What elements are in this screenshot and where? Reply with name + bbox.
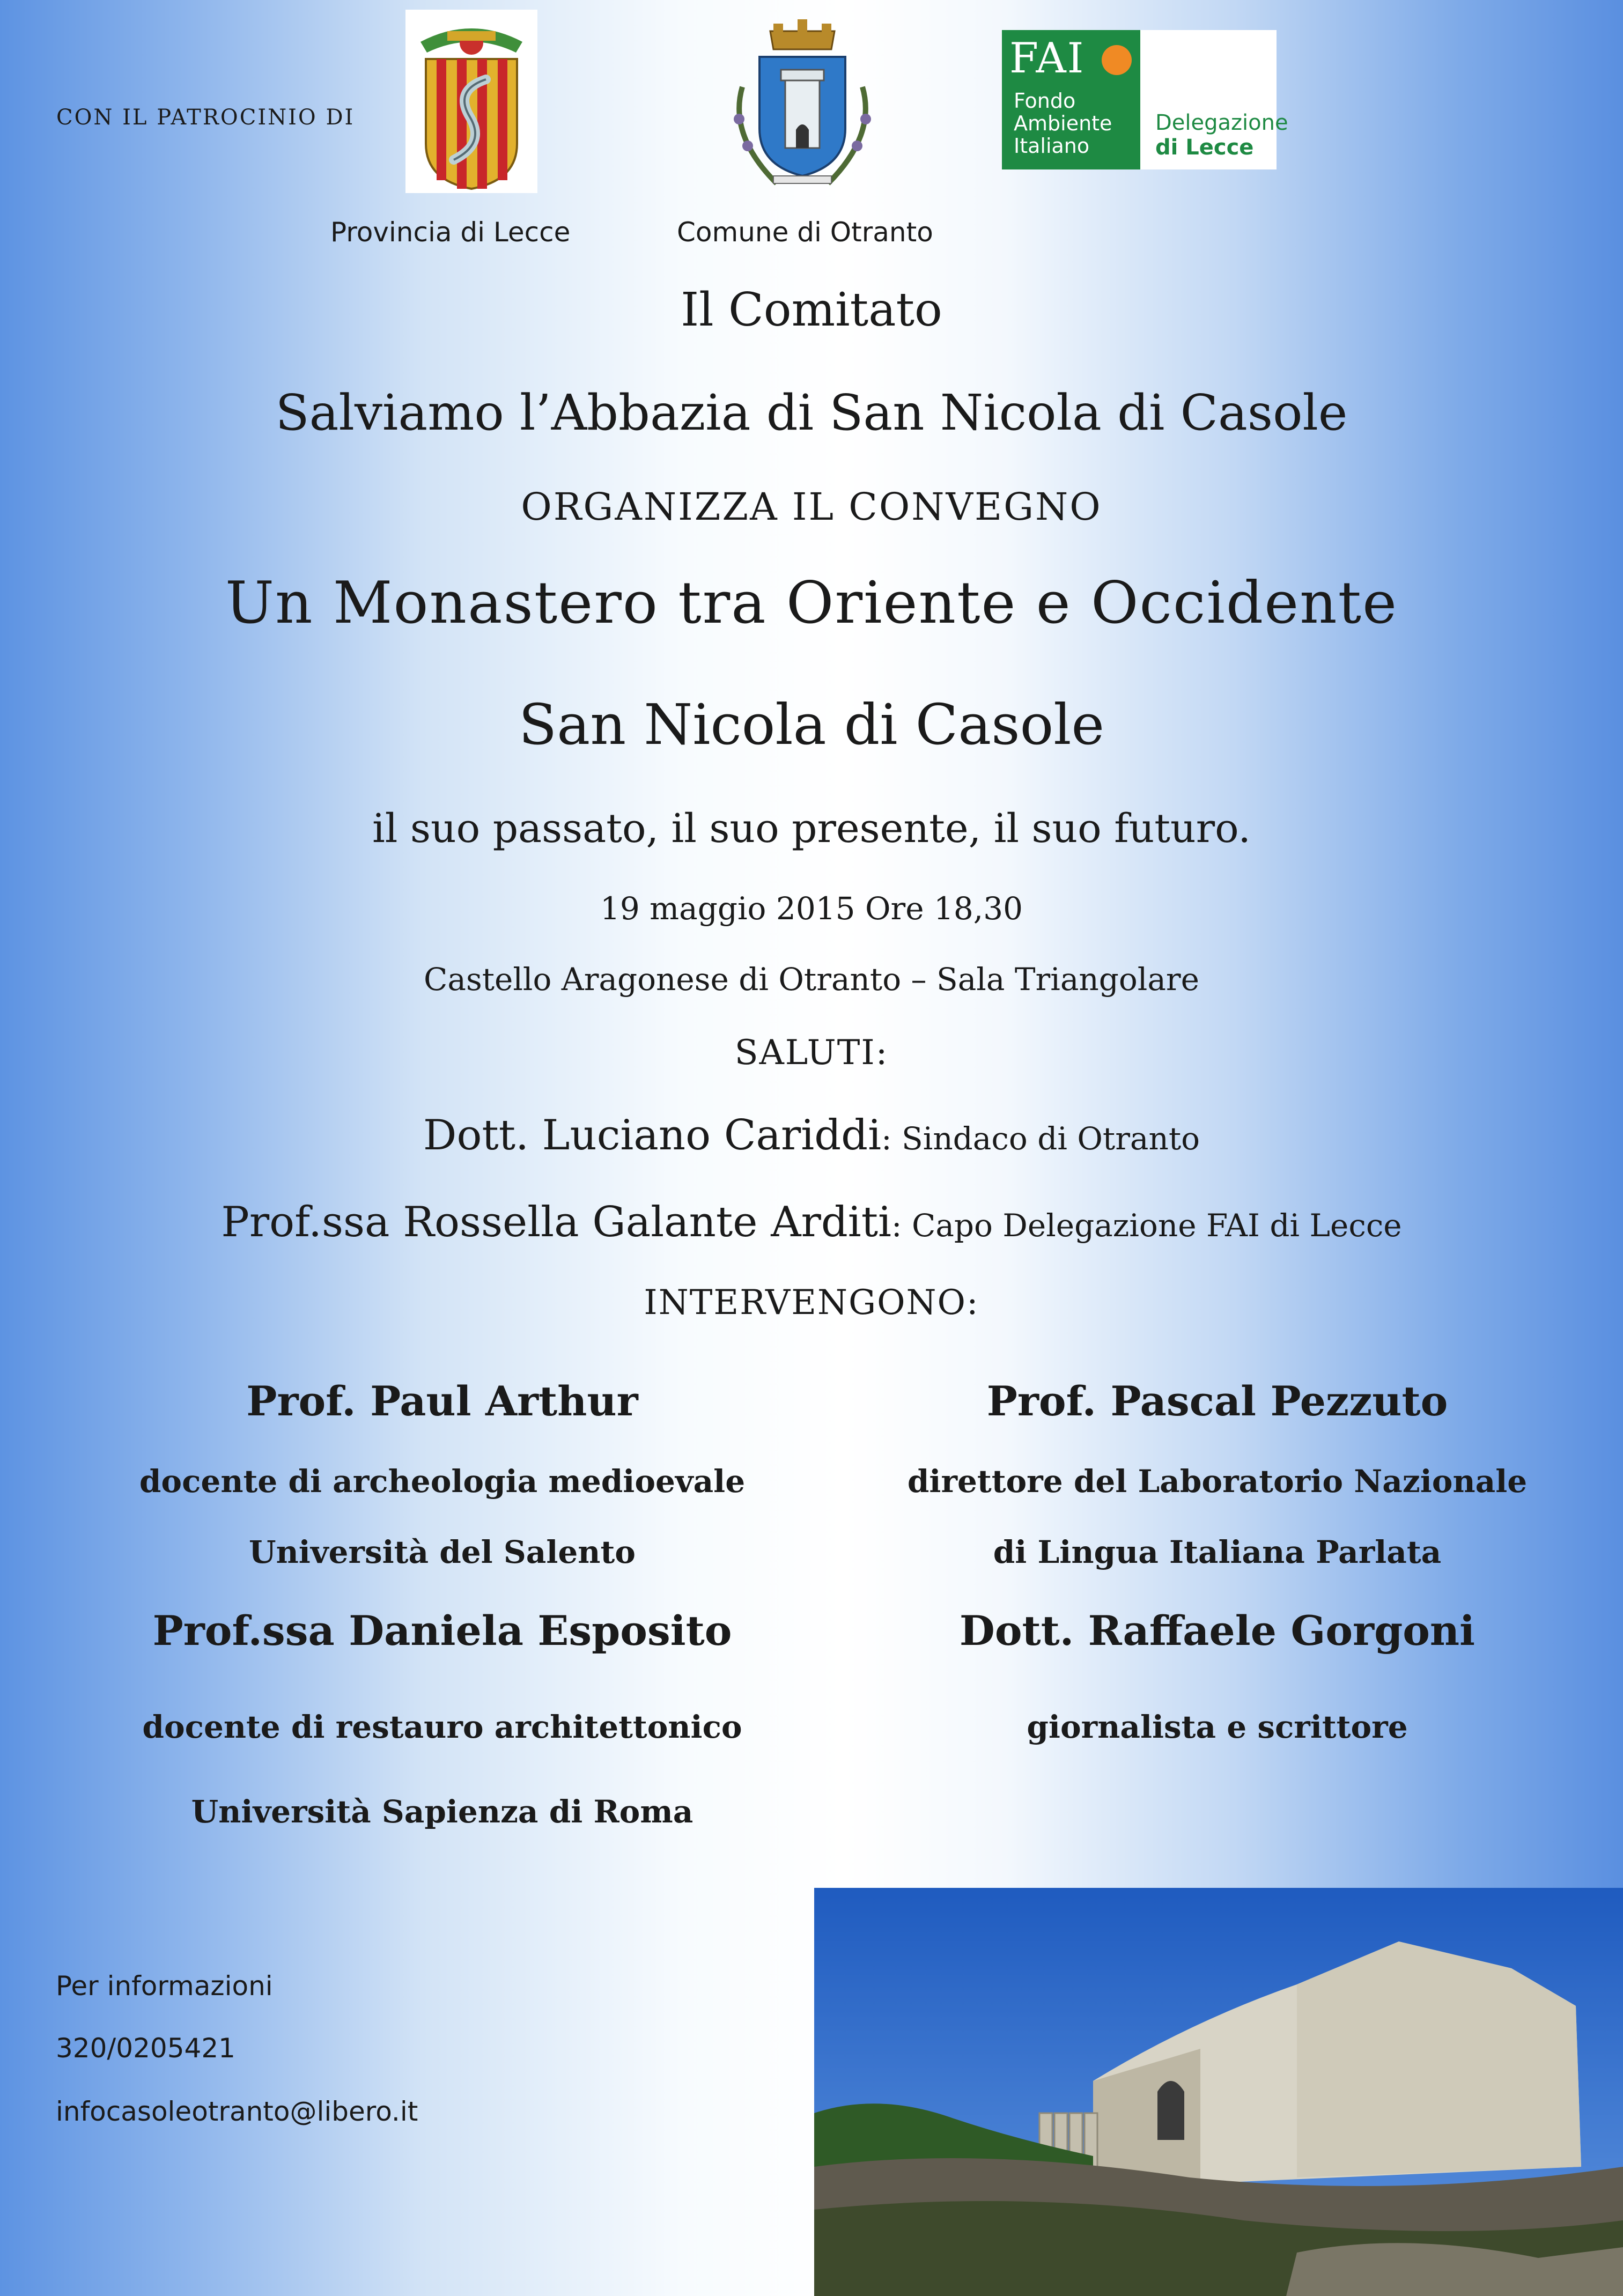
speaker-role: docente di archeologia medioevale [139, 1463, 746, 1500]
speaker-role: docente di restauro architettonico [142, 1709, 742, 1745]
event-venue: Castello Aragonese di Otranto – Sala Triangolare [424, 961, 1199, 998]
committee-name: Salviamo l’Abbazia di San Nicola di Casole [275, 384, 1348, 441]
speaker-role: direttore del Laboratorio Nazionale [907, 1463, 1528, 1500]
greeting-person [0, 1111, 1623, 1160]
fai-green-panel [1002, 30, 1140, 169]
speaker-affiliation: di Lingua Italiana Parlata [993, 1534, 1442, 1570]
event-title: Un Monastero tra Oriente e Occidente [225, 570, 1398, 637]
fai-line-2: Ambiente [1014, 112, 1112, 135]
fai-delegation-line-1: Delegazione [1155, 110, 1288, 135]
event-subtitle: San Nicola di Casole [519, 692, 1104, 757]
event-date: 19 maggio 2015 Ore 18,30 [600, 890, 1023, 927]
contact-email[interactable]: infocasoleotranto@libero.it [56, 2096, 418, 2127]
fai-delegation-line-2: di Lecce [1155, 135, 1254, 160]
contact-phone: 320/0205421 [56, 2033, 235, 2064]
greeting-name: Prof.ssa Rossella Galante Arditi [221, 1198, 891, 1246]
greetings-heading: SALUTI: [734, 1033, 889, 1073]
speaker-affiliation: Università Sapienza di Roma [191, 1793, 694, 1830]
committee-heading: Il Comitato [681, 283, 942, 337]
patronage-label: CON IL PATROCINIO DI [56, 105, 355, 130]
speaker-name: Prof. Pascal Pezzuto [986, 1377, 1448, 1425]
abbey-ruins-photo-icon [814, 1888, 1623, 2296]
greeting-role: : Sindaco di Otranto [881, 1120, 1200, 1157]
fai-wordmark: FAI [1009, 34, 1085, 83]
speaker-role: giornalista e scrittore [1027, 1709, 1408, 1745]
abbey-photo [814, 1888, 1623, 2296]
comune-otranto-logo [718, 12, 887, 194]
greeting-name: Dott. Luciano Cariddi [423, 1111, 882, 1160]
provincia-lecce-logo [405, 10, 537, 193]
speaker-affiliation: Università del Salento [249, 1534, 636, 1570]
event-tagline: il suo passato, il suo presente, il suo futuro. [372, 806, 1251, 852]
provincia-lecce-coat-of-arms-icon [405, 10, 537, 193]
greeting-role: : Capo Delegazione FAI di Lecce [891, 1207, 1402, 1244]
speakers-heading: INTERVENGONO: [644, 1283, 979, 1323]
fai-line-3: Italiano [1014, 134, 1090, 158]
fai-flower-icon [1102, 45, 1132, 75]
speaker-name: Dott. Raffaele Gorgoni [959, 1607, 1476, 1655]
greeting-person [0, 1198, 1623, 1246]
organizes-label: ORGANIZZA IL CONVEGNO [521, 485, 1102, 529]
speaker-name: Prof. Paul Arthur [246, 1377, 638, 1425]
contact-label: Per informazioni [56, 1970, 273, 2002]
comune-otranto-caption: Comune di Otranto [677, 217, 933, 248]
fai-logo [1002, 30, 1288, 169]
provincia-lecce-caption: Provincia di Lecce [330, 217, 571, 248]
speaker-name: Prof.ssa Daniela Esposito [152, 1607, 732, 1655]
fai-line-1: Fondo [1014, 89, 1076, 113]
comune-otranto-coat-of-arms-icon [718, 12, 887, 194]
